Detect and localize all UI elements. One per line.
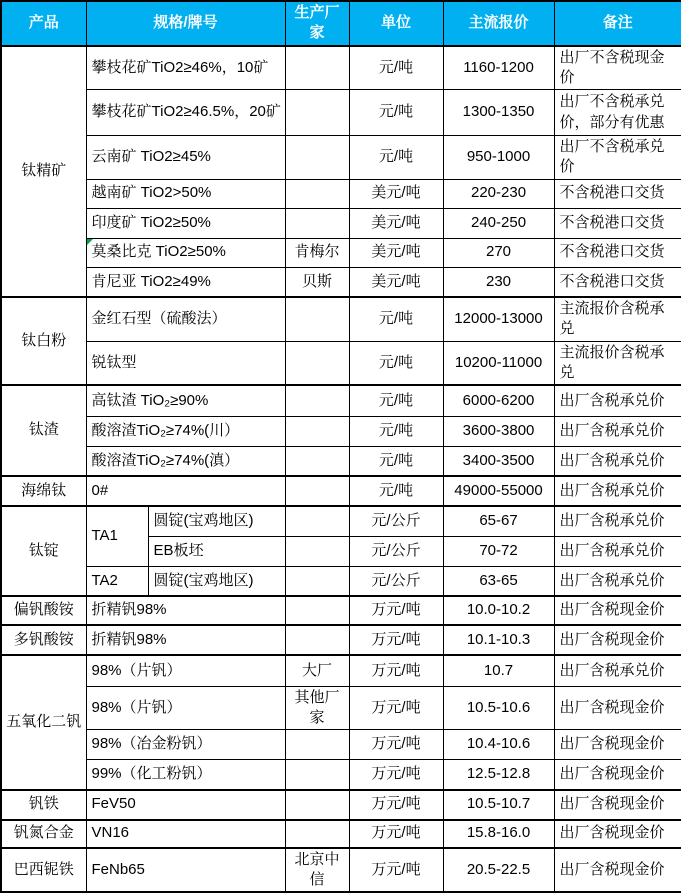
manufacturer-cell bbox=[285, 385, 349, 416]
note-cell: 不含税港口交货 bbox=[554, 238, 681, 267]
spec-cell: 金红石型（硫酸法） bbox=[86, 297, 285, 341]
manufacturer-cell bbox=[285, 730, 349, 760]
price-cell: 220-230 bbox=[443, 179, 554, 208]
unit-cell: 美元/吨 bbox=[349, 238, 443, 267]
note-cell: 出厂含税现金价 bbox=[554, 596, 681, 625]
spec-cell: 98%（冶金粉钒） bbox=[86, 730, 285, 760]
table-row bbox=[1, 686, 681, 730]
note-cell: 出厂含税承兑价 bbox=[554, 446, 681, 476]
price-cell: 1160-1200 bbox=[443, 46, 554, 90]
price-cell: 10.0-10.2 bbox=[443, 596, 554, 625]
manufacturer-cell bbox=[285, 625, 349, 655]
table-header bbox=[1, 1, 681, 46]
product-cell: 钒氮合金 bbox=[1, 820, 86, 848]
spec-cell: 攀枝花矿TiO2≥46.5%，20矿 bbox=[86, 90, 285, 136]
unit-cell: 元/公斤 bbox=[349, 566, 443, 596]
spec-cell: 高钛渣 TiO₂≥90% bbox=[86, 385, 285, 416]
spec-cell: 酸溶渣TiO₂≥74%(川） bbox=[86, 416, 285, 446]
unit-cell: 元/吨 bbox=[349, 46, 443, 90]
price-cell: 70-72 bbox=[443, 536, 554, 566]
header-row bbox=[1, 1, 681, 46]
spec-cell: 越南矿 TiO2>50% bbox=[86, 179, 285, 208]
manufacturer-cell bbox=[285, 566, 349, 596]
spec-cell: 98%（片钒） bbox=[86, 686, 285, 730]
price-cell: 49000-55000 bbox=[443, 476, 554, 506]
table-body bbox=[1, 46, 681, 893]
spec-cell: 云南矿 TiO2≥45% bbox=[86, 136, 285, 180]
note-cell: 出厂含税承兑价 bbox=[554, 506, 681, 536]
table-row bbox=[1, 820, 681, 848]
note-cell: 出厂含税承兑价 bbox=[554, 536, 681, 566]
unit-cell: 万元/吨 bbox=[349, 596, 443, 625]
spec-shape-cell: 圆锭(宝鸡地区) bbox=[148, 506, 285, 536]
product-cell: 钛锭 bbox=[1, 506, 86, 596]
spec-cell: 锐钛型 bbox=[86, 341, 285, 385]
header-spec: 规格/牌号 bbox=[86, 1, 285, 46]
spec-shape-cell: 圆锭(宝鸡地区) bbox=[148, 566, 285, 596]
note-cell: 出厂含税承兑价 bbox=[554, 416, 681, 446]
manufacturer-cell bbox=[285, 136, 349, 180]
manufacturer-cell: 大厂 bbox=[285, 655, 349, 686]
price-cell: 3400-3500 bbox=[443, 446, 554, 476]
price-cell: 240-250 bbox=[443, 208, 554, 238]
manufacturer-cell bbox=[285, 596, 349, 625]
manufacturer-cell bbox=[285, 208, 349, 238]
price-cell: 65-67 bbox=[443, 506, 554, 536]
spec-cell: 99%（化工粉钒） bbox=[86, 760, 285, 790]
price-cell: 3600-3800 bbox=[443, 416, 554, 446]
manufacturer-cell: 肯梅尔 bbox=[285, 238, 349, 267]
unit-cell: 元/公斤 bbox=[349, 536, 443, 566]
table-row bbox=[1, 179, 681, 208]
manufacturer-cell bbox=[285, 416, 349, 446]
unit-cell: 万元/吨 bbox=[349, 790, 443, 820]
price-cell: 10.4-10.6 bbox=[443, 730, 554, 760]
price-cell: 10200-11000 bbox=[443, 341, 554, 385]
table-row bbox=[1, 655, 681, 686]
manufacturer-cell: 贝斯 bbox=[285, 267, 349, 297]
manufacturer-cell bbox=[285, 341, 349, 385]
unit-cell: 元/吨 bbox=[349, 446, 443, 476]
table-row bbox=[1, 760, 681, 790]
spec-cell: 折精钒98% bbox=[86, 596, 285, 625]
manufacturer-cell bbox=[285, 297, 349, 341]
manufacturer-cell bbox=[285, 820, 349, 848]
table-row bbox=[1, 208, 681, 238]
note-cell: 不含税港口交货 bbox=[554, 179, 681, 208]
unit-cell: 美元/吨 bbox=[349, 267, 443, 297]
note-cell: 出厂含税现金价 bbox=[554, 848, 681, 893]
table-row bbox=[1, 848, 681, 893]
note-cell: 出厂含税现金价 bbox=[554, 730, 681, 760]
note-cell: 出厂含税现金价 bbox=[554, 820, 681, 848]
spec-grade-cell: TA2 bbox=[86, 566, 148, 596]
manufacturer-cell bbox=[285, 536, 349, 566]
unit-cell: 元/吨 bbox=[349, 416, 443, 446]
table-row bbox=[1, 46, 681, 90]
note-cell: 出厂含税承兑价 bbox=[554, 476, 681, 506]
price-cell: 10.5-10.6 bbox=[443, 686, 554, 730]
unit-cell: 元/吨 bbox=[349, 476, 443, 506]
unit-cell: 万元/吨 bbox=[349, 730, 443, 760]
manufacturer-cell bbox=[285, 760, 349, 790]
product-cell: 偏钒酸铵 bbox=[1, 596, 86, 625]
table-row bbox=[1, 297, 681, 341]
price-cell: 950-1000 bbox=[443, 136, 554, 180]
spec-cell: 0# bbox=[86, 476, 285, 506]
unit-cell: 元/吨 bbox=[349, 90, 443, 136]
header-manufacturer: 生产厂家 bbox=[285, 1, 349, 46]
product-cell: 钛精矿 bbox=[1, 46, 86, 298]
unit-cell: 元/吨 bbox=[349, 385, 443, 416]
manufacturer-cell: 北京中信 bbox=[285, 848, 349, 893]
product-cell: 钛白粉 bbox=[1, 297, 86, 385]
spec-cell: 莫桑比克 TiO2≥50% bbox=[86, 238, 285, 267]
table-row bbox=[1, 136, 681, 180]
comment-marker-icon bbox=[87, 239, 93, 245]
table-row bbox=[1, 566, 681, 596]
manufacturer-cell bbox=[285, 179, 349, 208]
header-price: 主流报价 bbox=[443, 1, 554, 46]
note-cell: 出厂不含税承兑价，部分有优惠 bbox=[554, 90, 681, 136]
unit-cell: 美元/吨 bbox=[349, 179, 443, 208]
price-cell: 1300-1350 bbox=[443, 90, 554, 136]
table-row bbox=[1, 506, 681, 536]
table-row bbox=[1, 90, 681, 136]
product-cell: 五氧化二钒 bbox=[1, 655, 86, 790]
product-cell: 海绵钛 bbox=[1, 476, 86, 506]
price-cell: 12000-13000 bbox=[443, 297, 554, 341]
unit-cell: 万元/吨 bbox=[349, 686, 443, 730]
note-cell: 出厂不含税现金价 bbox=[554, 46, 681, 90]
unit-cell: 万元/吨 bbox=[349, 760, 443, 790]
note-cell: 不含税港口交货 bbox=[554, 208, 681, 238]
product-cell: 多钒酸铵 bbox=[1, 625, 86, 655]
price-cell: 230 bbox=[443, 267, 554, 297]
spec-cell: FeNb65 bbox=[86, 848, 285, 893]
note-cell: 出厂含税承兑价 bbox=[554, 385, 681, 416]
spec-shape-cell: EB板坯 bbox=[148, 536, 285, 566]
note-cell: 出厂不含税承兑价 bbox=[554, 136, 681, 180]
unit-cell: 万元/吨 bbox=[349, 655, 443, 686]
price-cell: 10.7 bbox=[443, 655, 554, 686]
spec-cell: 酸溶渣TiO₂≥74%(滇） bbox=[86, 446, 285, 476]
unit-cell: 万元/吨 bbox=[349, 848, 443, 893]
price-cell: 15.8-16.0 bbox=[443, 820, 554, 848]
product-cell: 钛渣 bbox=[1, 385, 86, 476]
manufacturer-cell bbox=[285, 476, 349, 506]
product-cell: 钒铁 bbox=[1, 790, 86, 820]
table-row bbox=[1, 625, 681, 655]
price-cell: 6000-6200 bbox=[443, 385, 554, 416]
manufacturer-cell bbox=[285, 90, 349, 136]
table-row bbox=[1, 730, 681, 760]
unit-cell: 元/公斤 bbox=[349, 506, 443, 536]
table-row bbox=[1, 385, 681, 416]
table-row bbox=[1, 446, 681, 476]
unit-cell: 元/吨 bbox=[349, 341, 443, 385]
price-cell: 10.5-10.7 bbox=[443, 790, 554, 820]
table-row bbox=[1, 238, 681, 267]
table-row bbox=[1, 341, 681, 385]
note-cell: 出厂含税现金价 bbox=[554, 686, 681, 730]
product-cell: 巴西铌铁 bbox=[1, 848, 86, 893]
price-cell: 12.5-12.8 bbox=[443, 760, 554, 790]
unit-cell: 元/吨 bbox=[349, 297, 443, 341]
note-cell: 主流报价含税承兑 bbox=[554, 297, 681, 341]
note-cell: 出厂含税现金价 bbox=[554, 790, 681, 820]
unit-cell: 万元/吨 bbox=[349, 820, 443, 848]
spec-cell: VN16 bbox=[86, 820, 285, 848]
header-product: 产品 bbox=[1, 1, 86, 46]
note-cell: 不含税港口交货 bbox=[554, 267, 681, 297]
table-row bbox=[1, 790, 681, 820]
price-cell: 270 bbox=[443, 238, 554, 267]
note-cell: 出厂含税承兑价 bbox=[554, 566, 681, 596]
unit-cell: 美元/吨 bbox=[349, 208, 443, 238]
table-row bbox=[1, 596, 681, 625]
manufacturer-cell bbox=[285, 790, 349, 820]
manufacturer-cell bbox=[285, 446, 349, 476]
price-cell: 20.5-22.5 bbox=[443, 848, 554, 893]
table-row bbox=[1, 416, 681, 446]
table-row bbox=[1, 267, 681, 297]
manufacturer-cell bbox=[285, 506, 349, 536]
spec-grade-cell: TA1 bbox=[86, 506, 148, 566]
price-cell: 63-65 bbox=[443, 566, 554, 596]
header-unit: 单位 bbox=[349, 1, 443, 46]
spec-cell: 攀枝花矿TiO2≥46%，10矿 bbox=[86, 46, 285, 90]
manufacturer-cell bbox=[285, 46, 349, 90]
spec-cell: 印度矿 TiO2≥50% bbox=[86, 208, 285, 238]
table-row bbox=[1, 476, 681, 506]
header-note: 备注 bbox=[554, 1, 681, 46]
note-cell: 出厂含税现金价 bbox=[554, 625, 681, 655]
note-cell: 主流报价含税承兑 bbox=[554, 341, 681, 385]
spec-cell: 98%（片钒） bbox=[86, 655, 285, 686]
spec-cell: FeV50 bbox=[86, 790, 285, 820]
spec-cell: 肯尼亚 TiO2≥49% bbox=[86, 267, 285, 297]
manufacturer-cell: 其他厂家 bbox=[285, 686, 349, 730]
unit-cell: 万元/吨 bbox=[349, 625, 443, 655]
unit-cell: 元/吨 bbox=[349, 136, 443, 180]
spec-cell: 折精钒98% bbox=[86, 625, 285, 655]
note-cell: 出厂含税承兑价 bbox=[554, 655, 681, 686]
price-cell: 10.1-10.3 bbox=[443, 625, 554, 655]
note-cell: 出厂含税现金价 bbox=[554, 760, 681, 790]
